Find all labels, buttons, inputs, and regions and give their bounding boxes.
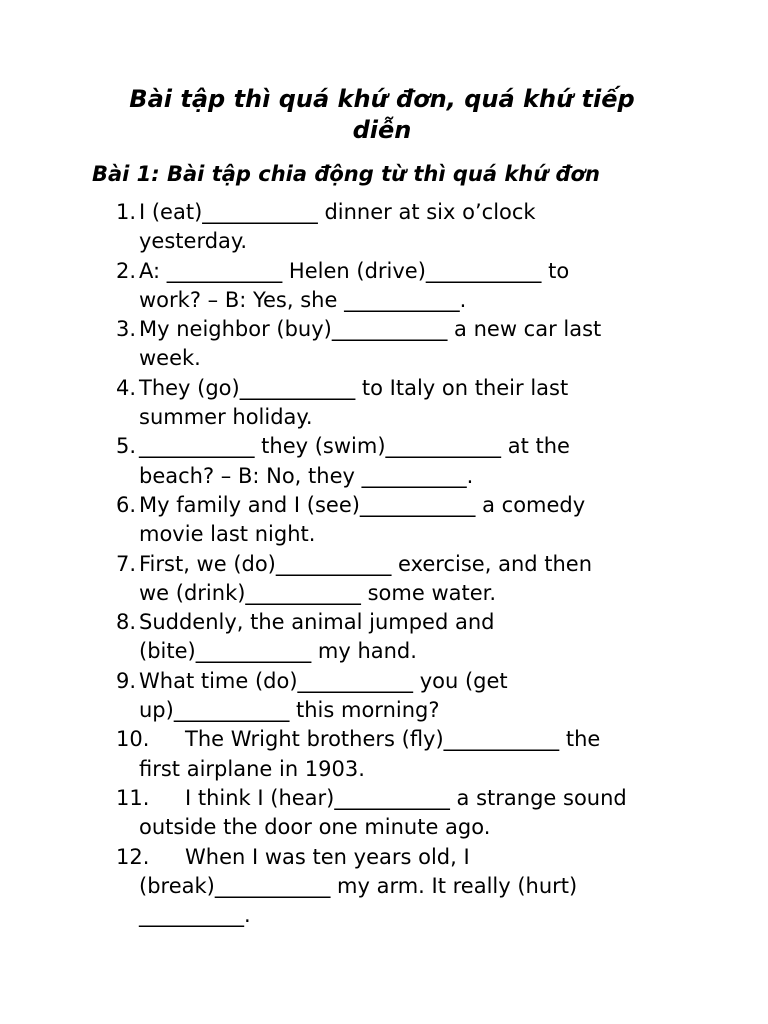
item-line: yesterday. <box>139 229 248 254</box>
item-line: The Wright brothers (fly)___________ the <box>185 727 601 752</box>
item-number: 5. <box>116 434 137 459</box>
item-number: 6. <box>116 492 137 517</box>
item-number: 8. <box>116 610 137 635</box>
item-number: 1. <box>116 200 137 224</box>
item-line: first airplane in 1903. <box>139 756 365 781</box>
item-text <box>139 257 692 316</box>
list-item-7 <box>0 550 768 609</box>
item-line: I think I (hear)___________ a strange sound <box>185 785 627 810</box>
item-line: A: ___________ Helen (drive)___________ to <box>139 258 570 283</box>
item-text <box>139 608 692 667</box>
item-number: 7. <box>116 551 137 576</box>
item-line: outside the door one minute ago. <box>139 815 491 840</box>
item-line: up)___________ this morning? <box>139 698 440 723</box>
item-line: summer holiday. <box>139 405 313 430</box>
list-item-1 <box>0 198 768 257</box>
exercise-list <box>0 198 768 930</box>
list-item-12 <box>0 843 768 931</box>
item-number: 10. <box>116 727 150 752</box>
list-item-2 <box>0 257 768 316</box>
item-line: My neighbor (buy)___________ a new car last <box>139 317 602 342</box>
list-item-8 <box>0 608 768 667</box>
item-line: work? – B: Yes, she ___________. <box>139 287 467 312</box>
item-line: My family and I (see)___________ a comedy <box>139 492 586 517</box>
item-number: 4. <box>116 375 137 400</box>
item-number: 11. <box>116 785 150 810</box>
page-title-line-1: Bài tập thì quá khứ đơn, quá khứ tiếp <box>129 85 635 113</box>
exercise-heading: Bài 1: Bài tập chia động từ thì quá khứ đơn <box>92 162 600 186</box>
item-text <box>139 491 692 550</box>
item-number: 2. <box>116 258 137 283</box>
item-text <box>139 784 692 843</box>
list-item-9 <box>0 667 768 726</box>
item-text <box>139 198 692 257</box>
item-line: Suddenly, the animal jumped and <box>139 610 495 635</box>
list-item-4 <box>0 374 768 433</box>
item-number: 3. <box>116 317 137 342</box>
list-item-6 <box>0 491 768 550</box>
item-line: (break)___________ my arm. It really (hurt) <box>139 873 578 898</box>
page-title-line-2: diễn <box>352 116 412 144</box>
item-text <box>139 667 692 726</box>
item-line: I (eat)___________ dinner at six o’clock <box>139 200 536 224</box>
item-line: movie last night. <box>139 522 316 547</box>
item-line: we (drink)___________ some water. <box>139 580 497 605</box>
list-item-11 <box>0 784 768 843</box>
item-text <box>139 374 692 433</box>
item-text <box>139 315 692 374</box>
item-line: What time (do)___________ you (get <box>139 668 508 693</box>
page-title <box>90 84 674 146</box>
item-line: ___________ they (swim)___________ at the <box>139 434 570 459</box>
item-line: (bite)___________ my hand. <box>139 639 417 664</box>
item-line: They (go)___________ to Italy on their last <box>139 375 569 400</box>
item-line: __________. <box>139 903 251 928</box>
item-number: 12. <box>116 844 150 869</box>
item-text <box>139 843 692 931</box>
list-item-10 <box>0 725 768 784</box>
item-text <box>139 432 692 491</box>
item-line: beach? – B: No, they __________. <box>139 463 474 488</box>
item-line: First, we (do)___________ exercise, and then <box>139 551 593 576</box>
item-line: When I was ten years old, I <box>185 844 470 869</box>
item-number: 9. <box>116 668 137 693</box>
item-text <box>139 550 692 609</box>
item-text <box>139 725 692 784</box>
list-item-3 <box>0 315 768 374</box>
list-item-5 <box>0 432 768 491</box>
item-line: week. <box>139 346 201 371</box>
